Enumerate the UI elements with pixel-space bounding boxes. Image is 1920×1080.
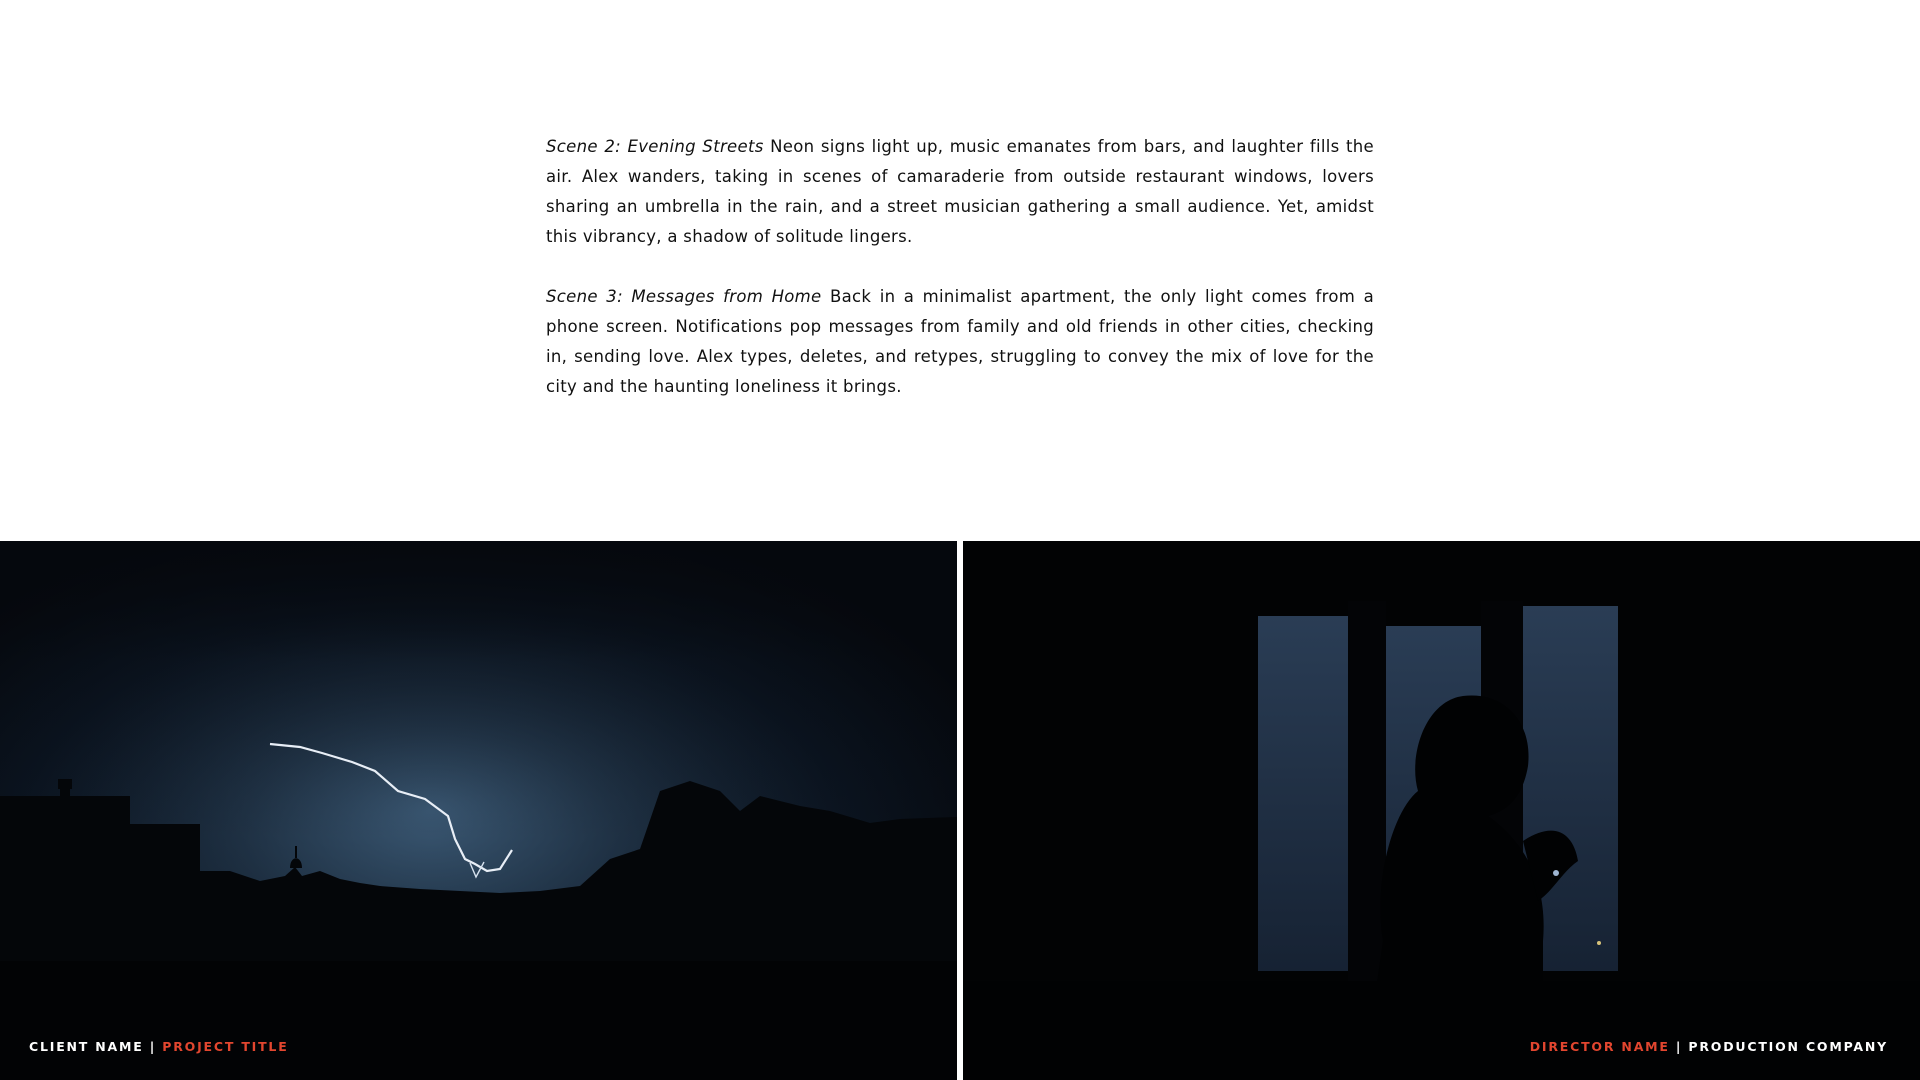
footer-separator-right: | xyxy=(1669,1039,1689,1054)
footer-separator-left: | xyxy=(143,1039,163,1054)
scene-3-body: Back in a minimalist apartment, the only light comes from a phone screen. Notifications pop messages from family and old friends in other cities, checking in, sending love. Alex types, deletes, and retypes, struggling to convey the mix of love for the city and the haunting loneliness it brings. xyxy=(546,287,1374,396)
lightning-city-illustration xyxy=(0,541,957,1080)
production-company: PRODUCTION COMPANY xyxy=(1688,1039,1888,1054)
client-name: CLIENT NAME xyxy=(29,1039,144,1054)
project-title: PROJECT TITLE xyxy=(162,1039,289,1054)
scene-2-body: Neon signs light up, music emanates from bars, and laughter fills the air. Alex wanders, taking in scenes of camaraderie from outside restaurant windows, lovers sharing an umbrella in the rain, and a street musician gathering a small audience. Yet, amidst this vibrancy, a shadow of solitude lingers. xyxy=(546,137,1374,246)
footer-client-project xyxy=(29,1039,289,1054)
scene-text-block xyxy=(546,132,1374,432)
silhouette-window-photo xyxy=(963,541,1920,1080)
image-strip xyxy=(0,541,1920,1080)
silhouette-window-illustration xyxy=(963,541,1920,1080)
scene-3-paragraph xyxy=(546,282,1374,402)
scene-3-title: Scene 3: Messages from Home xyxy=(546,287,822,306)
lightning-city-photo xyxy=(0,541,957,1080)
scene-2-paragraph xyxy=(546,132,1374,252)
director-name: DIRECTOR NAME xyxy=(1529,1039,1670,1054)
footer-director-company xyxy=(1530,1039,1888,1054)
scene-2-title: Scene 2: Evening Streets xyxy=(546,137,764,156)
